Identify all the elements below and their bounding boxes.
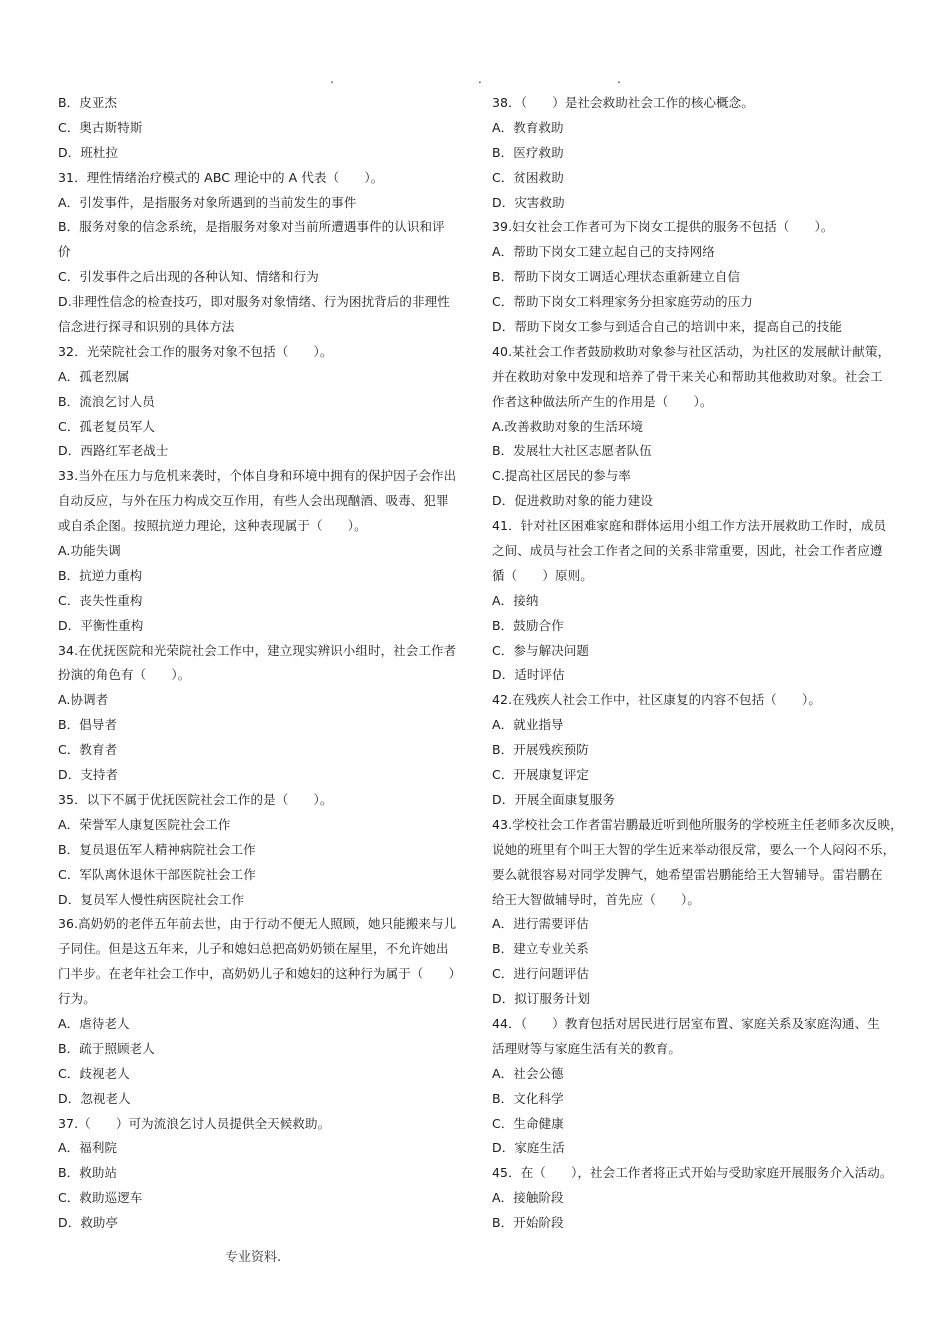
text-line: 45．在（ ），社会工作者将正式开始与受助家庭开展服务介入活动。 bbox=[492, 1165, 893, 1181]
header-dot: . bbox=[330, 72, 334, 86]
text-line: B．疏于照顾老人 bbox=[58, 1040, 155, 1056]
text-line: B．开展残疾预防 bbox=[492, 742, 589, 758]
text-line: B．文化科学 bbox=[492, 1090, 564, 1106]
text-line: A.功能失调 bbox=[58, 543, 121, 559]
text-line: A．帮助下岗女工建立起自己的支持网络 bbox=[492, 244, 715, 260]
text-line: 40.某社会工作者鼓励救助对象参与社区活动，为社区的发展献计献策， bbox=[492, 343, 891, 359]
text-line: 价 bbox=[58, 244, 71, 260]
text-line: 43.学校社会工作者雷岩鹏最近听到他所服务的学校班主任老师多次反映， bbox=[492, 816, 903, 832]
left-column bbox=[58, 91, 470, 1236]
text-line: D．平衡性重构 bbox=[58, 617, 144, 633]
text-line: A．进行需要评估 bbox=[492, 916, 589, 932]
text-line: A．就业指导 bbox=[492, 717, 564, 733]
text-line: 门半步。在老年社会工作中，高奶奶儿子和媳妇的这种行为属于（ ） bbox=[58, 966, 462, 982]
text-line: B．皮亚杰 bbox=[58, 95, 118, 110]
header-dots bbox=[0, 72, 950, 86]
text-line: 34.在优抚医院和光荣院社会工作中，建立现实辨识小组时，社会工作者 bbox=[58, 642, 457, 658]
text-line: 35．以下不属于优抚医院社会工作的是（ ）。 bbox=[58, 791, 333, 807]
text-line: C．生命健康 bbox=[492, 1115, 564, 1131]
text-line: C．孤老复员军人 bbox=[58, 418, 156, 434]
text-line: D．西路红军老战士 bbox=[58, 443, 169, 459]
text-line: D.非理性信念的检查技巧，即对服务对象情绪、行为困扰背后的非理性 bbox=[58, 294, 450, 310]
text-line: 行为。 bbox=[58, 991, 96, 1007]
text-line: 信念进行探寻和识别的具体方法 bbox=[58, 319, 235, 335]
text-line: 给王大智做辅导时，首先应（ ）。 bbox=[492, 891, 700, 907]
text-line: A．社会公德 bbox=[492, 1065, 564, 1081]
text-line: 要么就很容易对同学发脾气，她希望雷岩鹏能给王大智辅导。雷岩鹏在 bbox=[492, 866, 883, 882]
text-line: D．适时评估 bbox=[492, 667, 565, 683]
text-line: A．福利院 bbox=[58, 1140, 118, 1156]
text-line: 说她的班里有个叫王大智的学生近来举动很反常，要么一个人闷闷不乐， bbox=[492, 841, 896, 857]
text-line: 42.在残疾人社会工作中，社区康复的内容不包括（ ）。 bbox=[492, 692, 821, 708]
text-line: A.改善救助对象的生活环境 bbox=[492, 418, 644, 434]
text-line: 并在救助对象中发现和培养了骨干来关心和帮助其他救助对象。社会工 bbox=[492, 368, 883, 384]
text-line: A.协调者 bbox=[58, 692, 109, 708]
text-line: 31．理性情绪治疗模式的 ABC 理论中的 A 代表（ ）。 bbox=[58, 169, 384, 185]
text-line: 循（ ）原则。 bbox=[492, 567, 593, 583]
text-line: D．救助亭 bbox=[58, 1215, 119, 1231]
header-dot: . bbox=[617, 72, 621, 86]
text-line: C．救助巡逻车 bbox=[58, 1190, 143, 1206]
text-line: A．教育救助 bbox=[492, 119, 564, 135]
text-line: C．贫困救助 bbox=[492, 169, 564, 185]
text-line: D．复员军人慢性病医院社会工作 bbox=[58, 891, 245, 907]
text-line: 33.当外在压力与危机来袭时，个体自身和环境中拥有的保护因子会作出 bbox=[58, 468, 457, 484]
text-line: A．荣誉军人康复医院社会工作 bbox=[58, 816, 231, 832]
text-line: 32．光荣院社会工作的服务对象不包括（ ）。 bbox=[58, 343, 333, 359]
page-footer: 专业资料. bbox=[225, 1250, 282, 1265]
text-line: D．支持者 bbox=[58, 767, 119, 783]
text-line: B．抗逆力重构 bbox=[58, 567, 143, 583]
text-line: D．家庭生活 bbox=[492, 1140, 565, 1156]
text-line: D．促进救助对象的能力建设 bbox=[492, 493, 653, 509]
text-line: B．倡导者 bbox=[58, 717, 118, 733]
text-line: 作者这种做法所产生的作用是（ ）。 bbox=[492, 393, 713, 409]
text-line: 自动反应，与外在压力构成交互作用，有些人会出现酗酒、吸毒、犯罪 bbox=[58, 493, 449, 509]
text-line: B．发展壮大社区志愿者队伍 bbox=[492, 443, 652, 459]
text-line: D．忽视老人 bbox=[58, 1090, 131, 1106]
text-line: C．进行问题评估 bbox=[492, 966, 590, 982]
text-line: B．帮助下岗女工调适心理状态重新建立自信 bbox=[492, 269, 741, 285]
text-line: D．开展全面康复服务 bbox=[492, 791, 616, 807]
text-line: B．医疗救助 bbox=[492, 144, 564, 160]
text-line: 41．针对社区困难家庭和群体运用小组工作方法开展救助工作时，成员 bbox=[492, 518, 887, 534]
text-line: D．灾害救助 bbox=[492, 194, 565, 210]
text-line: 或自杀企图。按照抗逆力理论，这种表现属于（ ）。 bbox=[58, 518, 367, 534]
text-line: D．帮助下岗女工参与到适合自己的培训中来，提高自己的技能 bbox=[492, 319, 842, 335]
text-line: C．引发事件之后出现的各种认知、情绪和行为 bbox=[58, 269, 319, 285]
header-dot: . bbox=[478, 72, 482, 86]
text-line: C.提高社区居民的参与率 bbox=[492, 468, 631, 484]
text-line: B．开始阶段 bbox=[492, 1215, 564, 1231]
text-line: A．引发事件，是指服务对象所遇到的当前发生的事件 bbox=[58, 194, 357, 210]
text-line: B．服务对象的信念系统，是指服务对象对当前所遭遇事件的认识和评 bbox=[58, 219, 445, 235]
text-line: C．丧失性重构 bbox=[58, 592, 143, 608]
text-line: A．接纳 bbox=[492, 592, 539, 608]
text-line: 38．（ ）是社会救助社会工作的核心概念。 bbox=[492, 95, 754, 110]
text-line: 36.高奶奶的老伴五年前去世，由于行动不便无人照顾，她只能搬来与儿 bbox=[58, 916, 457, 932]
text-line: C．奥古斯特斯 bbox=[58, 119, 143, 135]
text-line: 扮演的角色有（ ）。 bbox=[58, 667, 191, 683]
text-line: 39.妇女社会工作者可为下岗女工提供的服务不包括（ ）。 bbox=[492, 219, 834, 235]
text-line: C．开展康复评定 bbox=[492, 767, 590, 783]
right-column bbox=[492, 91, 912, 1236]
text-line: B．流浪乞讨人员 bbox=[58, 393, 155, 409]
text-line: B．建立专业关系 bbox=[492, 941, 589, 957]
text-line: B．复员退伍军人精神病院社会工作 bbox=[58, 841, 256, 857]
text-line: 37.（ ）可为流浪乞讨人员提供全天候救助。 bbox=[58, 1115, 331, 1131]
text-line: 活理财等与家庭生活有关的教育。 bbox=[492, 1040, 682, 1056]
text-line: C．军队离休退休干部医院社会工作 bbox=[58, 866, 256, 882]
text-line: 子同住。但是这五年来，儿子和媳妇总把高奶奶锁在屋里，不允许她出 bbox=[58, 941, 449, 957]
text-line: A．孤老烈属 bbox=[58, 368, 130, 384]
text-line: A．接触阶段 bbox=[492, 1190, 564, 1206]
text-line: B．救助站 bbox=[58, 1165, 118, 1181]
text-line: D．班杜拉 bbox=[58, 144, 119, 160]
text-line: 44．（ ）教育包括对居民进行居室布置、家庭关系及家庭沟通、生 bbox=[492, 1015, 880, 1031]
text-line: C．歧视老人 bbox=[58, 1065, 130, 1081]
text-line: A．虐待老人 bbox=[58, 1015, 130, 1031]
text-line: C．帮助下岗女工料理家务分担家庭劳动的压力 bbox=[492, 294, 753, 310]
text-line: C．教育者 bbox=[58, 742, 118, 758]
text-line: 之间、成员与社会工作者之间的关系非常重要，因此，社会工作者应遵 bbox=[492, 543, 883, 559]
text-line: C．参与解决问题 bbox=[492, 642, 590, 658]
text-line: D．拟订服务计划 bbox=[492, 991, 590, 1007]
text-line: B．鼓励合作 bbox=[492, 617, 564, 633]
